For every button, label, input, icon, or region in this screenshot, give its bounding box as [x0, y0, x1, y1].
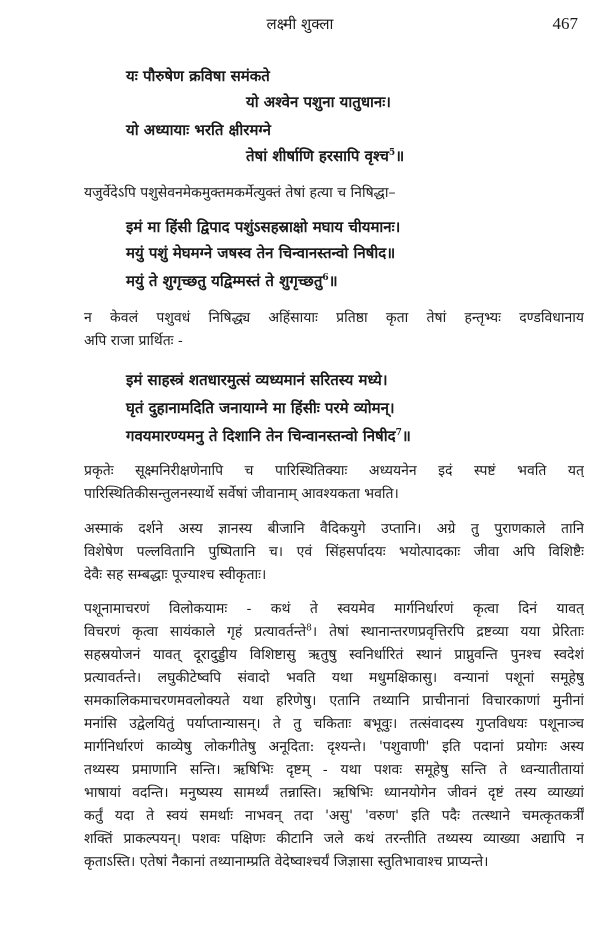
paragraph-3	[84, 598, 584, 874]
verse-line: घृतं दुहानामदिति जनायाग्ने मा हिंसीः परमे व्योमन्।	[126, 399, 395, 417]
verse-line	[246, 146, 404, 166]
verse-line: यो अश्वेन पशुना यातुधानः।	[246, 93, 391, 111]
text-line: प्रकृतेः सूक्ष्मनिरीक्षणेनापि च पारिस्थितिक्याः अध्ययनेन इदं स्पष्टं भवति यत्	[84, 463, 584, 479]
text-line: प्रत्यावर्तन्ते। लघुकीटेष्वपि संवादो भवति यथा मधुमक्षिकासु। वन्यानां पशूनां समूहेषु	[84, 670, 584, 686]
text-line: कृताऽस्ति। एतेषां नैकानां तथ्यानाम्प्रति वेदेष्वाश्चर्यं जिज्ञासा स्तुतिभावाश्च प्राप्यन्ते।	[84, 854, 489, 870]
verse-line	[126, 271, 338, 291]
paragraph-intro-3	[84, 307, 584, 353]
text-line: न केवलं पशुवधं निषिद्ध्य अहिंसायाः प्रतिष्ठा कृता तेषां हन्तृभ्यः दण्डविधानाय	[84, 310, 584, 326]
paragraph-1	[84, 460, 584, 506]
intro-line-yajurveda: यजुर्वेदेऽपि पशुसेवनमेकमुक्तमकर्मेत्युक्तं तेषां हत्या च निषिद्धा–	[84, 185, 396, 201]
text-line: मार्गनिर्धारणं काव्येषु लोकगीतेषु अनूदिता: दृश्यन्ते। 'पशुवाणी' इति पदानां प्रयोगः अस्य	[84, 739, 584, 755]
paragraph-2	[84, 518, 584, 587]
verse-text: गवयमारण्यमनु ते दिशानि तेन चिन्वानस्तन्वो निषीद	[126, 427, 396, 445]
text-line: कर्तुं यदा ते स्वयं समर्थाः नाभवन् तदा 'असु' 'वरुण' इति पदैः तत्स्थाने चमत्कृतकर्त्रीं	[84, 808, 584, 824]
verse-line: इमं साहस्त्रं शतधारमुत्सं व्यध्यमानं सरितस्य मध्ये।	[126, 371, 388, 389]
verse-line: इमं मा हिंसी द्विपाद पशुंऽसहस्राक्षो मघाय चीयमानः।	[126, 218, 401, 236]
footnote-marker: 7	[395, 428, 402, 438]
verse-end-mark: ॥	[395, 147, 405, 165]
text-line: अपि राजा प्रार्थितः -	[84, 333, 183, 349]
text-line: तथ्यस्य प्रमाणानि सन्ति। ऋषिभिः दृष्टम् - यथा पशवः समूहेषु सन्ति ते ध्वन्यातीतायां	[84, 762, 584, 778]
text-line: सहस्रयोजनं यावत् दूरादुड्डीय विशिष्टासु ऋतुषु स्वनिर्धारितं स्थानं प्राप्नुवन्ति पुनश्च स्वदेशं	[84, 647, 584, 663]
page-number: 467	[552, 14, 578, 33]
footnote-marker: 5	[388, 148, 396, 158]
verse-line: यः पौरुषेण क्रविषा समंकते	[126, 67, 270, 85]
text-line	[84, 621, 584, 644]
text-segment: । तेषां स्थानान्तरणप्रवृत्तिरपि द्रष्टव्या यया प्रेरिताः	[311, 624, 584, 640]
verse-end-mark: ॥	[401, 427, 411, 445]
running-title: लक्ष्मी शुक्ला	[266, 15, 334, 33]
text-line: देवैः सह सम्बद्धाः पूज्याश्च स्वीकृताः।	[84, 567, 267, 583]
verse-line	[126, 426, 411, 446]
text-line: पारिस्थितिकीसन्तुलनस्यार्थे सर्वेषां जीवानाम् आवश्यकता भवति।	[84, 486, 399, 502]
text-line: मनांसि उद्वेलयितुं पर्याप्तान्यासन्। ते तु चकिताः बभूवुः। तत्संवादस्य गुप्तविधयः पशूनाञ्च	[84, 716, 584, 732]
text-line: शक्तिं प्राकल्पयन्। पशवः पक्षिणः कीटानि जले कथं तरन्तीति तथ्यस्य व्याख्या अद्यापि न	[84, 831, 584, 847]
verse-text: मयुं ते शुगृच्छतु यद्विम्मस्तं ते शुगृच्छतु	[126, 272, 323, 290]
text-line: भाषायां वदन्ति। मनुष्यस्य सामर्थ्यं तन्नास्ति। ऋषिभिः ध्यानयोगेन जीवनं दृष्टं तस्य व्याख्यां	[84, 785, 584, 801]
text-line: समकालिकमाचरणमवलोक्यते यथा हरिणेषु। एतानि तथ्यानि प्राचीनानां विचारकाणां मुनीनां	[84, 693, 584, 709]
verse-line: मयुं पशुं मेघमग्ने जषस्व तेन चिन्वानस्तन्वो निषीद॥	[126, 244, 396, 262]
text-line: अस्माकं दर्शने अस्य ज्ञानस्य बीजानि वैदिकयुगे उप्तानि। अग्रे तु पुराणकाले तानि	[84, 521, 584, 537]
verse-line: यो अध्यायाः भरति क्षीरमग्ने	[126, 121, 271, 139]
footnote-marker: 6	[322, 273, 329, 283]
footnote-marker: 8	[306, 623, 312, 634]
text-line: विशेषेण पल्लवितानि पुष्पितानि च। एवं सिंहसर्पादयः भयोत्पादकाः जीवा अपि विशिष्टैः	[84, 544, 584, 560]
text-line: पशूनामाचरणं विलोकयामः - कथं ते स्वयमेव मार्गनिर्धारणं कृत्वा दिनं यावत्	[84, 601, 584, 617]
verse-end-mark: ॥	[328, 272, 338, 290]
verse-text: तेषां शीर्षाणि हरसापि वृश्च	[246, 147, 389, 165]
text-segment: विचरणं कृत्वा सायंकाले गृहं प्रत्यावर्तन्ते	[84, 624, 307, 640]
